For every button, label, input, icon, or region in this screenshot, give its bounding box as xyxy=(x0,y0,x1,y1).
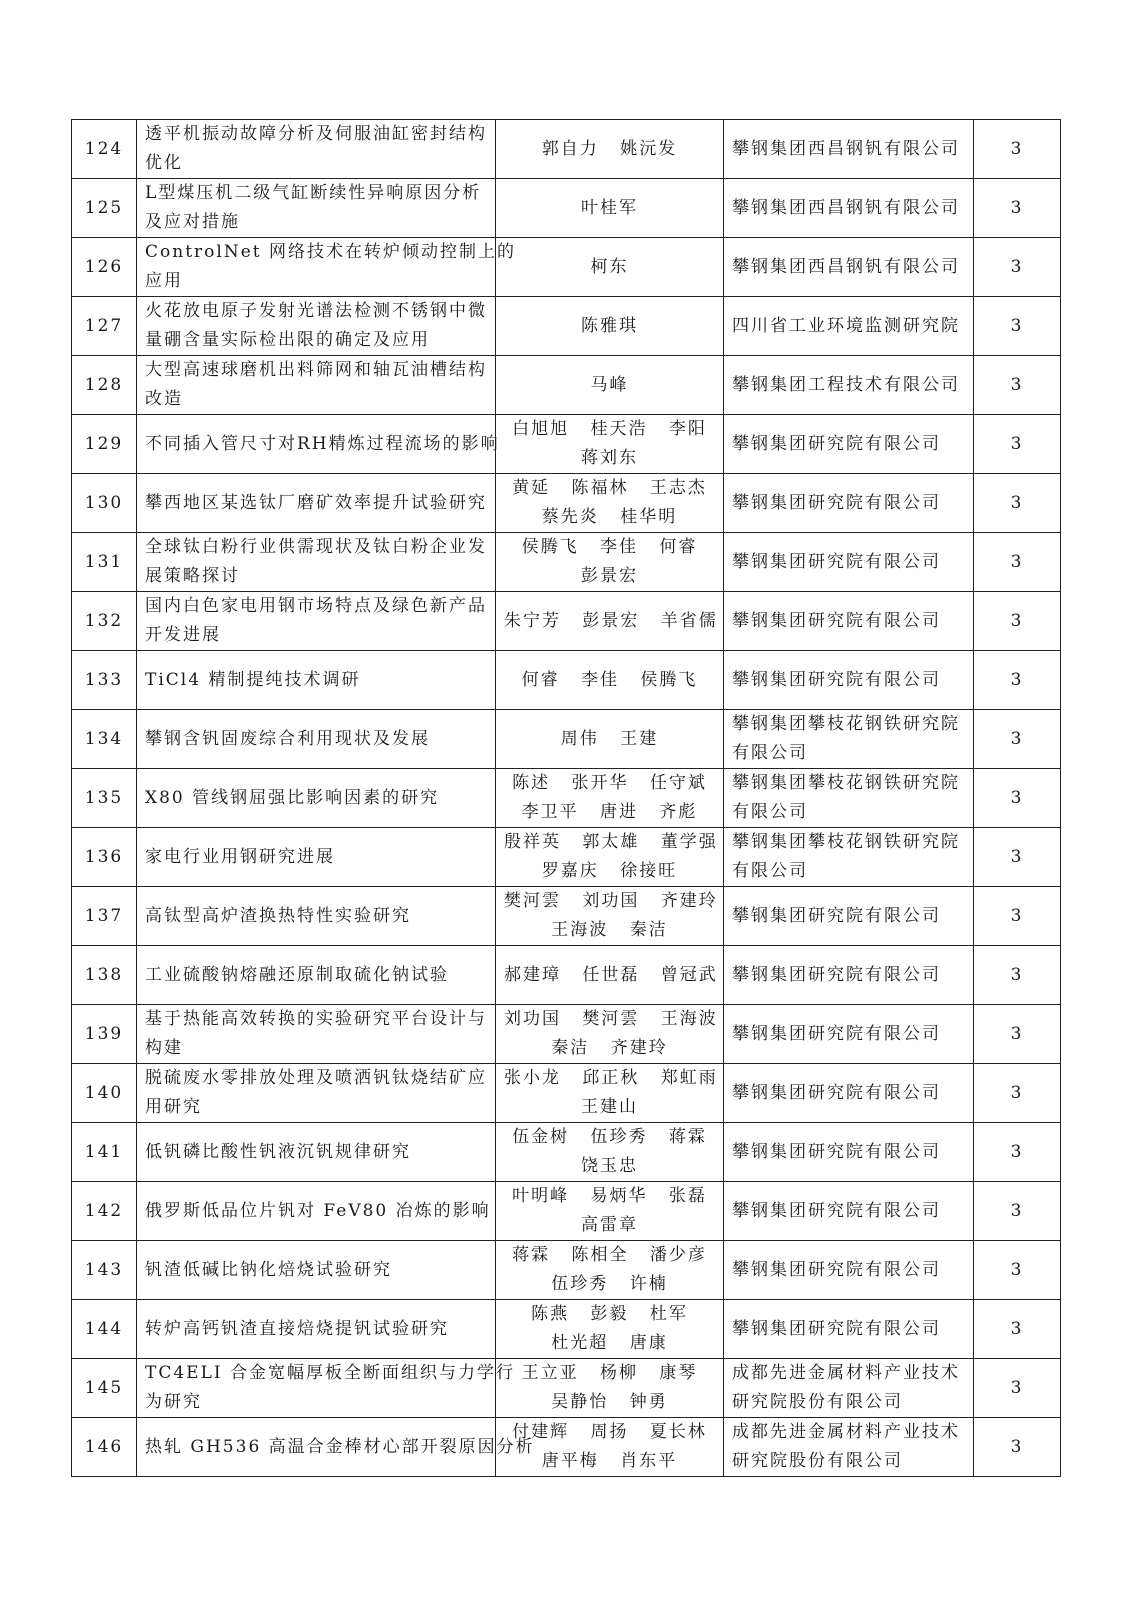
authors-cell xyxy=(496,238,724,297)
organization-cell xyxy=(724,1182,974,1241)
authors-cell-line: 樊河雲 刘功国 齐建玲 xyxy=(504,891,718,911)
organization-cell-line: 成都先进金属材料产业技术 xyxy=(732,1422,960,1442)
authors-cell xyxy=(496,297,724,356)
organization-cell-line: 攀钢集团研究院有限公司 xyxy=(732,1082,941,1103)
score-cell: 3 xyxy=(974,1359,1061,1418)
paper-title-cell xyxy=(137,474,496,533)
paper-title-cell xyxy=(137,1300,496,1359)
organization-cell-line: 攀钢集团研究院有限公司 xyxy=(732,551,941,572)
score-cell: 3 xyxy=(974,120,1061,179)
paper-title-cell-line: 透平机振动故障分析及伺服油缸密封结构 xyxy=(145,124,487,144)
organization-cell-line: 攀钢集团工程技术有限公司 xyxy=(732,374,960,395)
organization-cell xyxy=(724,828,974,887)
paper-title-cell-line: 火花放电原子发射光谱法检测不锈钢中微 xyxy=(145,301,487,321)
score-cell: 3 xyxy=(974,1005,1061,1064)
authors-cell xyxy=(496,179,724,238)
organization-cell xyxy=(724,179,974,238)
authors-cell xyxy=(496,1123,724,1182)
score-cell: 3 xyxy=(974,1418,1061,1477)
table-row xyxy=(72,1300,1061,1359)
score-cell: 3 xyxy=(974,474,1061,533)
score-cell: 3 xyxy=(974,356,1061,415)
row-number-cell: 144 xyxy=(72,1300,137,1359)
organization-cell xyxy=(724,297,974,356)
authors-cell-line: 郭自力 姚沅发 xyxy=(541,138,678,159)
table-row xyxy=(72,828,1061,887)
organization-cell-line: 有限公司 xyxy=(732,743,808,763)
authors-cell-line: 叶明峰 易炳华 张磊 xyxy=(512,1186,707,1206)
organization-cell-line: 有限公司 xyxy=(732,802,808,822)
row-number-cell: 142 xyxy=(72,1182,137,1241)
row-number-cell: 135 xyxy=(72,769,137,828)
organization-cell xyxy=(724,238,974,297)
paper-title-cell-line: 展策略探讨 xyxy=(145,566,240,586)
organization-cell-line: 四川省工业环境监测研究院 xyxy=(732,315,960,336)
authors-cell xyxy=(496,1005,724,1064)
organization-cell-line: 攀钢集团研究院有限公司 xyxy=(732,1259,941,1280)
organization-cell-line: 攀钢集团研究院有限公司 xyxy=(732,669,941,690)
organization-cell-line: 攀钢集团研究院有限公司 xyxy=(732,1200,941,1221)
row-number-cell: 132 xyxy=(72,592,137,651)
paper-title-cell-line: TC4ELI 合金宽幅厚板全断面组织与力学行 xyxy=(145,1363,515,1383)
organization-cell-line: 攀钢集团西昌钢钒有限公司 xyxy=(732,138,960,159)
authors-cell xyxy=(496,887,724,946)
authors-cell-line: 付建辉 周扬 夏长林 xyxy=(512,1422,707,1442)
table-row xyxy=(72,769,1061,828)
authors-cell-line: 何睿 李佳 侯腾飞 xyxy=(521,669,698,690)
authors-cell-line: 高雷章 xyxy=(581,1215,638,1235)
authors-cell-line: 李卫平 唐进 齐彪 xyxy=(521,802,698,822)
authors-cell-line: 刘功国 樊河雲 王海波 xyxy=(504,1009,718,1029)
table-row xyxy=(72,1241,1061,1300)
authors-cell-line: 殷祥英 郭太雄 董学强 xyxy=(504,832,718,852)
score-cell: 3 xyxy=(974,710,1061,769)
authors-cell xyxy=(496,1064,724,1123)
table-row xyxy=(72,592,1061,651)
authors-cell xyxy=(496,415,724,474)
paper-title-cell xyxy=(137,828,496,887)
authors-cell-line: 唐平梅 肖东平 xyxy=(541,1451,678,1471)
organization-cell-line: 攀钢集团研究院有限公司 xyxy=(732,492,941,513)
score-cell: 3 xyxy=(974,1300,1061,1359)
table-row xyxy=(72,1064,1061,1123)
paper-title-cell-line: 改造 xyxy=(145,389,183,409)
organization-cell xyxy=(724,887,974,946)
row-number-cell: 140 xyxy=(72,1064,137,1123)
organization-cell-line: 研究院股份有限公司 xyxy=(732,1392,903,1412)
score-cell: 3 xyxy=(974,238,1061,297)
row-number-cell: 137 xyxy=(72,887,137,946)
table-row xyxy=(72,238,1061,297)
row-number-cell: 136 xyxy=(72,828,137,887)
authors-cell xyxy=(496,120,724,179)
paper-title-cell xyxy=(137,1182,496,1241)
paper-title-cell xyxy=(137,946,496,1005)
authors-cell-line: 黄延 陈福林 王志杰 xyxy=(512,478,707,498)
table-row xyxy=(72,356,1061,415)
score-cell: 3 xyxy=(974,533,1061,592)
organization-cell xyxy=(724,710,974,769)
paper-title-cell-line: 钒渣低碱比钠化焙烧试验研究 xyxy=(145,1259,392,1280)
paper-title-cell xyxy=(137,887,496,946)
row-number-cell: 138 xyxy=(72,946,137,1005)
paper-title-cell-line: TiCl4 精制提纯技术调研 xyxy=(145,669,361,690)
authors-cell-line: 伍金树 伍珍秀 蒋霖 xyxy=(512,1127,707,1147)
row-number-cell: 146 xyxy=(72,1418,137,1477)
authors-cell xyxy=(496,828,724,887)
authors-cell xyxy=(496,356,724,415)
organization-cell-line: 研究院股份有限公司 xyxy=(732,1451,903,1471)
paper-title-cell-line: 为研究 xyxy=(145,1392,202,1412)
awards-table xyxy=(71,119,1061,1477)
paper-title-cell-line: 转炉高钙钒渣直接焙烧提钒试验研究 xyxy=(145,1318,449,1339)
organization-cell-line: 成都先进金属材料产业技术 xyxy=(732,1363,960,1383)
paper-title-cell xyxy=(137,651,496,710)
authors-cell-line: 柯东 xyxy=(590,256,629,277)
row-number-cell: 130 xyxy=(72,474,137,533)
authors-cell xyxy=(496,710,724,769)
authors-cell-line: 白旭旭 桂天浩 李阳 xyxy=(512,419,707,439)
paper-title-cell xyxy=(137,120,496,179)
table-row xyxy=(72,1418,1061,1477)
paper-title-cell xyxy=(137,1064,496,1123)
organization-cell-line: 攀钢集团研究院有限公司 xyxy=(732,610,941,631)
paper-title-cell-line: 及应对措施 xyxy=(145,212,240,232)
paper-title-cell xyxy=(137,769,496,828)
organization-cell xyxy=(724,946,974,1005)
organization-cell xyxy=(724,651,974,710)
table-row xyxy=(72,1182,1061,1241)
paper-title-cell-line: 低钒磷比酸性钒液沉钒规律研究 xyxy=(145,1141,411,1162)
authors-cell-line: 张小龙 邱正秋 郑虹雨 xyxy=(504,1068,718,1088)
paper-title-cell-line: X80 管线钢屈强比影响因素的研究 xyxy=(145,787,440,808)
organization-cell-line: 攀钢集团攀枝花钢铁研究院 xyxy=(732,773,960,793)
authors-cell-line: 伍珍秀 许楠 xyxy=(551,1274,668,1294)
table-row xyxy=(72,887,1061,946)
paper-title-cell xyxy=(137,1418,535,1477)
authors-cell xyxy=(496,592,724,651)
paper-title-cell-line: L型煤压机二级气缸断续性异响原因分析 xyxy=(145,183,482,203)
organization-cell xyxy=(724,415,974,474)
table-row xyxy=(72,946,1061,1005)
paper-title-cell-line: 高钛型高炉渣换热特性实验研究 xyxy=(145,905,411,926)
paper-title-cell-line: 构建 xyxy=(145,1038,183,1058)
paper-title-cell-line: 大型高速球磨机出料筛网和轴瓦油槽结构 xyxy=(145,360,487,380)
row-number-cell: 131 xyxy=(72,533,137,592)
authors-cell xyxy=(496,1300,724,1359)
score-cell: 3 xyxy=(974,415,1061,474)
authors-cell-line: 蒋霖 陈相全 潘少彦 xyxy=(512,1245,707,1265)
row-number-cell: 128 xyxy=(72,356,137,415)
organization-cell xyxy=(724,1123,974,1182)
organization-cell xyxy=(724,1064,974,1123)
table-row xyxy=(72,120,1061,179)
organization-cell-line: 攀钢集团西昌钢钒有限公司 xyxy=(732,256,960,277)
organization-cell xyxy=(724,1359,974,1418)
organization-cell-line: 攀钢集团研究院有限公司 xyxy=(732,905,941,926)
table-row xyxy=(72,1005,1061,1064)
row-number-cell: 124 xyxy=(72,120,137,179)
score-cell: 3 xyxy=(974,1064,1061,1123)
paper-title-cell-line: 应用 xyxy=(145,271,183,291)
organization-cell xyxy=(724,1241,974,1300)
paper-title-cell xyxy=(137,179,496,238)
authors-cell-line: 陈述 张开华 任守斌 xyxy=(512,773,707,793)
organization-cell xyxy=(724,533,974,592)
paper-title-cell-line: 脱硫废水零排放处理及喷洒钒钛烧结矿应 xyxy=(145,1068,487,1088)
authors-cell-line: 彭景宏 xyxy=(581,566,638,586)
row-number-cell: 127 xyxy=(72,297,137,356)
authors-cell xyxy=(496,1359,724,1418)
organization-cell xyxy=(724,1300,974,1359)
row-number-cell: 143 xyxy=(72,1241,137,1300)
row-number-cell: 126 xyxy=(72,238,137,297)
authors-cell xyxy=(496,474,724,533)
score-cell: 3 xyxy=(974,179,1061,238)
paper-title-cell xyxy=(137,1241,496,1300)
paper-title-cell xyxy=(137,1123,496,1182)
paper-title-cell-line: 家电行业用钢研究进展 xyxy=(145,846,335,867)
organization-cell-line: 攀钢集团研究院有限公司 xyxy=(732,1141,941,1162)
organization-cell-line: 攀钢集团研究院有限公司 xyxy=(732,433,941,454)
organization-cell-line: 有限公司 xyxy=(732,861,808,881)
paper-title-cell-line: 基于热能高效转换的实验研究平台设计与 xyxy=(145,1009,487,1029)
authors-cell-line: 周伟 王建 xyxy=(560,728,659,749)
row-number-cell: 145 xyxy=(72,1359,137,1418)
paper-title-cell xyxy=(137,710,496,769)
authors-cell-line: 马峰 xyxy=(590,374,629,395)
organization-cell xyxy=(724,592,974,651)
authors-cell xyxy=(496,946,724,1005)
organization-cell-line: 攀钢集团攀枝花钢铁研究院 xyxy=(732,832,960,852)
score-cell: 3 xyxy=(974,828,1061,887)
organization-cell xyxy=(724,120,974,179)
authors-cell xyxy=(496,533,724,592)
score-cell: 3 xyxy=(974,1123,1061,1182)
row-number-cell: 134 xyxy=(72,710,137,769)
authors-cell-line: 王建山 xyxy=(581,1097,638,1117)
score-cell: 3 xyxy=(974,946,1061,1005)
table-row xyxy=(72,415,1061,474)
organization-cell-line: 攀钢集团研究院有限公司 xyxy=(732,1023,941,1044)
score-cell: 3 xyxy=(974,1241,1061,1300)
organization-cell-line: 攀钢集团研究院有限公司 xyxy=(732,964,941,985)
paper-title-cell xyxy=(137,238,516,297)
table-row xyxy=(72,710,1061,769)
authors-cell-line: 朱宁芳 彭景宏 羊省儒 xyxy=(504,610,718,631)
authors-cell-line: 蒋刘东 xyxy=(581,448,638,468)
organization-cell-line: 攀钢集团研究院有限公司 xyxy=(732,1318,941,1339)
authors-cell-line: 王海波 秦洁 xyxy=(551,920,668,940)
table-row xyxy=(72,1123,1061,1182)
paper-title-cell-line: ControlNet 网络技术在转炉倾动控制上的 xyxy=(145,242,516,262)
paper-title-cell-line: 不同插入管尺寸对RH精炼过程流场的影响 xyxy=(145,433,500,454)
paper-title-cell-line: 工业硫酸钠熔融还原制取硫化钠试验 xyxy=(145,964,449,985)
organization-cell xyxy=(724,1005,974,1064)
score-cell: 3 xyxy=(974,592,1061,651)
authors-cell xyxy=(496,1182,724,1241)
paper-title-cell-line: 用研究 xyxy=(145,1097,202,1117)
authors-cell-line: 侯腾飞 李佳 何睿 xyxy=(521,537,698,557)
row-number-cell: 133 xyxy=(72,651,137,710)
table-row xyxy=(72,474,1061,533)
authors-cell-line: 饶玉忠 xyxy=(581,1156,638,1176)
authors-cell-line: 叶桂军 xyxy=(581,197,638,218)
score-cell: 3 xyxy=(974,887,1061,946)
paper-title-cell-line: 热轧 GH536 高温合金棒材心部开裂原因分析 xyxy=(145,1436,535,1457)
row-number-cell: 141 xyxy=(72,1123,137,1182)
authors-cell-line: 秦洁 齐建玲 xyxy=(551,1038,668,1058)
table-row xyxy=(72,297,1061,356)
authors-cell-line: 罗嘉庆 徐接旺 xyxy=(541,861,678,881)
row-number-cell: 129 xyxy=(72,415,137,474)
authors-cell xyxy=(496,1241,724,1300)
table-body xyxy=(72,120,1061,1477)
authors-cell-line: 杜光超 唐康 xyxy=(551,1333,668,1353)
authors-cell xyxy=(496,769,724,828)
score-cell: 3 xyxy=(974,651,1061,710)
organization-cell xyxy=(724,474,974,533)
paper-title-cell-line: 优化 xyxy=(145,153,183,173)
paper-title-cell-line: 攀西地区某选钛厂磨矿效率提升试验研究 xyxy=(145,492,487,513)
paper-title-cell-line: 全球钛白粉行业供需现状及钛白粉企业发 xyxy=(145,537,487,557)
paper-title-cell xyxy=(137,1005,496,1064)
paper-title-cell-line: 攀钢含钒固废综合利用现状及发展 xyxy=(145,728,430,749)
authors-cell-line: 王立亚 杨柳 康琴 xyxy=(521,1363,698,1383)
paper-title-cell xyxy=(137,356,496,415)
authors-cell-line: 蔡先炎 桂华明 xyxy=(541,507,678,527)
table-row xyxy=(72,1359,1061,1418)
organization-cell xyxy=(724,769,974,828)
paper-title-cell-line: 开发进展 xyxy=(145,625,221,645)
score-cell: 3 xyxy=(974,297,1061,356)
authors-cell-line: 吴静怡 钟勇 xyxy=(551,1392,668,1412)
paper-title-cell xyxy=(137,297,496,356)
organization-cell xyxy=(724,1418,974,1477)
paper-title-cell xyxy=(137,592,496,651)
score-cell: 3 xyxy=(974,769,1061,828)
table-row xyxy=(72,533,1061,592)
paper-title-cell-line: 俄罗斯低品位片钒对 FeV80 冶炼的影响 xyxy=(145,1200,491,1221)
paper-title-cell-line: 国内白色家电用钢市场特点及绿色新产品 xyxy=(145,596,487,616)
authors-cell-line: 郝建璋 任世磊 曾冠武 xyxy=(504,964,718,985)
score-cell: 3 xyxy=(974,1182,1061,1241)
paper-title-cell xyxy=(137,415,500,474)
paper-title-cell xyxy=(137,533,496,592)
organization-cell-line: 攀钢集团攀枝花钢铁研究院 xyxy=(732,714,960,734)
authors-cell-line: 陈燕 彭毅 杜军 xyxy=(531,1304,688,1324)
paper-title-cell xyxy=(137,1359,515,1418)
paper-title-cell-line: 量硼含量实际检出限的确定及应用 xyxy=(145,330,430,350)
authors-cell xyxy=(496,651,724,710)
organization-cell xyxy=(724,356,974,415)
organization-cell-line: 攀钢集团西昌钢钒有限公司 xyxy=(732,197,960,218)
authors-cell-line: 陈雅琪 xyxy=(581,315,638,336)
row-number-cell: 125 xyxy=(72,179,137,238)
row-number-cell: 139 xyxy=(72,1005,137,1064)
table-row xyxy=(72,179,1061,238)
table-row xyxy=(72,651,1061,710)
